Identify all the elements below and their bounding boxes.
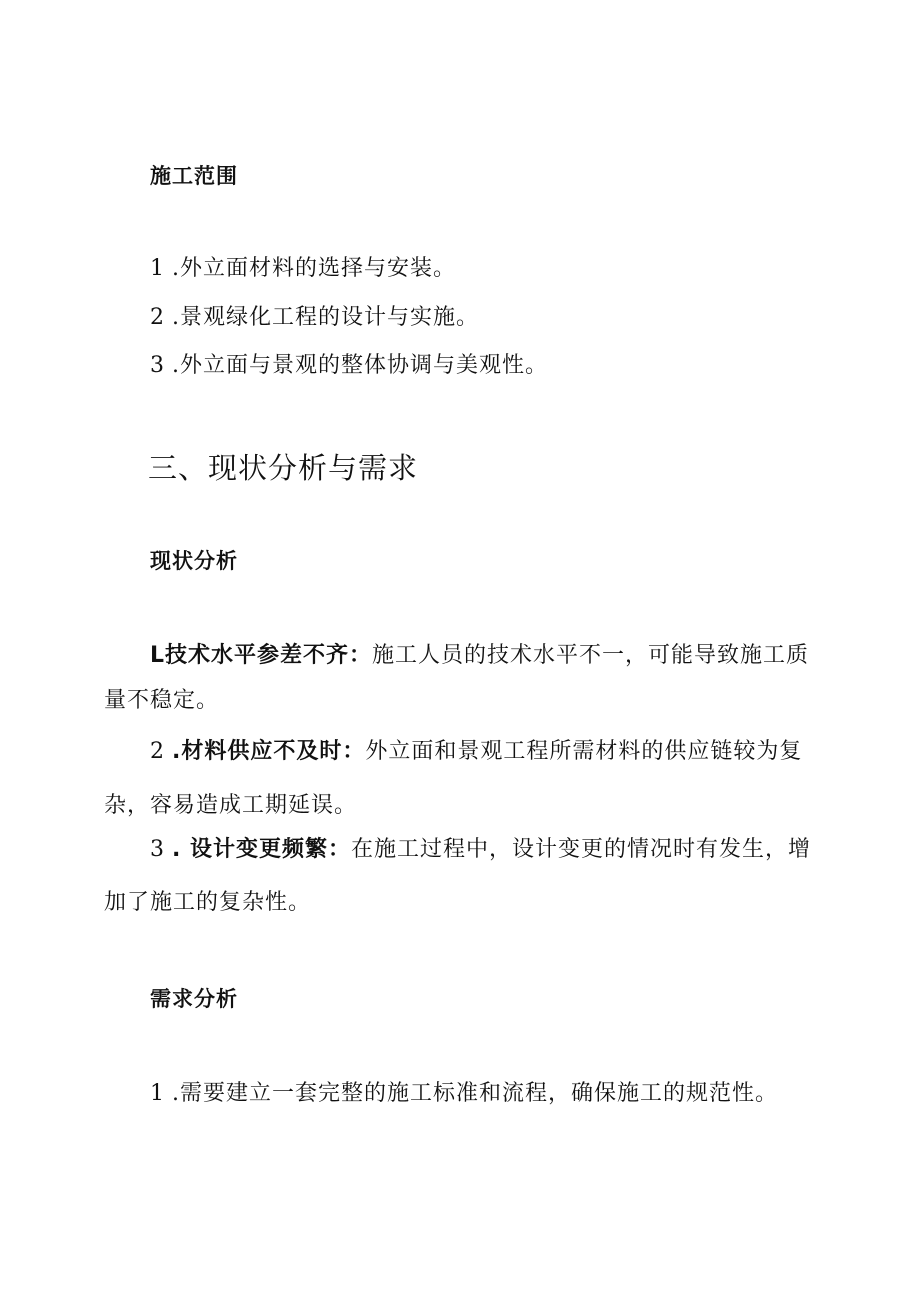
current-item-2-lead: .材料供应不及时：	[172, 739, 366, 764]
current-item-2-cont: 杂，容易造成工期延误。	[104, 793, 358, 818]
current-item-3-lead: . 设计变更频繁：	[172, 837, 352, 862]
scope-item-2-text: .景观绿化工程的设计与实施。	[172, 305, 479, 330]
current-title: 现状分析	[150, 549, 238, 573]
scope-item-3-number: 3	[150, 353, 165, 378]
scope-item-3-text: .外立面与景观的整体协调与美观性。	[172, 353, 548, 378]
scope-title: 施工范围	[150, 164, 238, 188]
scope-item-3	[150, 348, 548, 379]
demand-title: 需求分析	[150, 987, 238, 1011]
scope-item-1	[150, 251, 456, 282]
current-item-1-cont: 量不稳定。	[104, 688, 220, 713]
current-item-1-line1: 施工人员的技术水平不一，可能导致施工质	[372, 643, 810, 668]
current-item-2-number: 2	[150, 739, 165, 764]
scope-item-1-number: 1	[150, 256, 165, 281]
current-item-3-cont: 加了施工的复杂性。	[104, 890, 312, 915]
section-heading: 三、现状分析与需求	[148, 451, 419, 485]
current-item-2	[150, 728, 820, 776]
current-item-3-number: 3	[150, 837, 165, 862]
current-item-3-line1: 在施工过程中，设计变更的情况时有发生，增	[351, 837, 812, 862]
current-item-1	[150, 632, 820, 680]
current-item-3	[150, 826, 820, 874]
scope-item-2	[150, 300, 479, 331]
current-item-2-line1: 外立面和景观工程所需材料的供应链较为复	[365, 739, 803, 764]
current-item-1-lead: L技术水平参差不齐：	[150, 643, 373, 668]
scope-item-1-text: .外立面材料的选择与安装。	[172, 256, 456, 281]
demand-item-1	[150, 1076, 778, 1107]
demand-item-1-text: .需要建立一套完整的施工标准和流程，确保施工的规范性。	[172, 1081, 778, 1106]
demand-item-1-number: 1	[150, 1081, 165, 1106]
scope-item-2-number: 2	[150, 305, 165, 330]
